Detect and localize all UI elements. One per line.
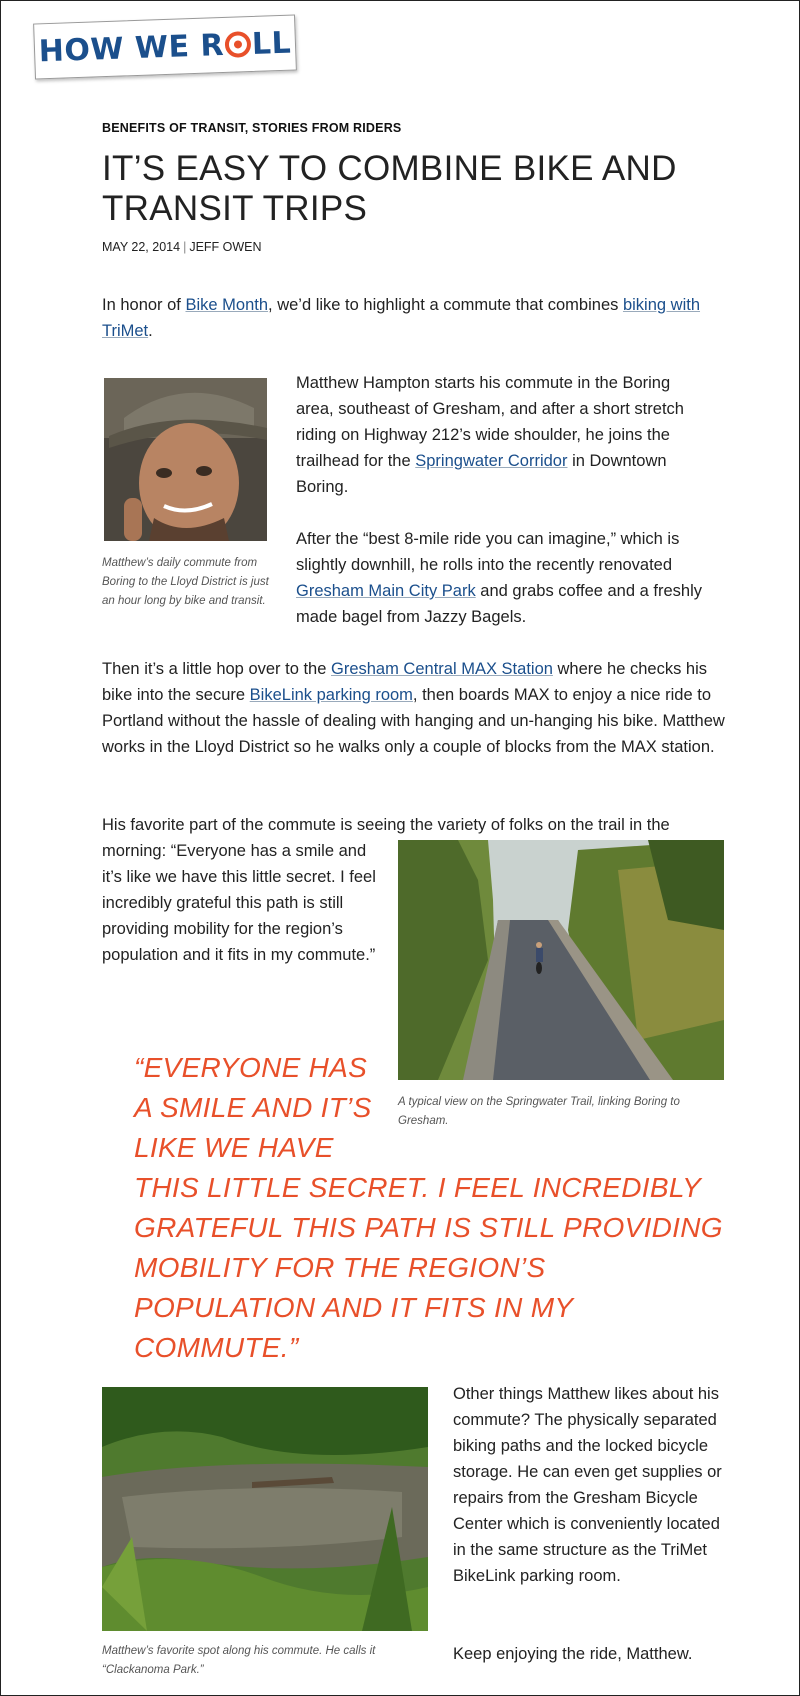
post-date: MAY 22, 2014 bbox=[102, 240, 181, 254]
pullquote-part2: THIS LITTLE SECRET. I FEEL INCREDIBLY GRATEFUL THIS PATH IS STILL PROVIDING MOBILITY FOR THE REGION’S POPULATION AND IT FITS IN MY COMMUTE.” bbox=[134, 1172, 723, 1363]
intro-text: . bbox=[148, 322, 153, 340]
creek-photo bbox=[102, 1387, 428, 1631]
trail-photo bbox=[398, 840, 724, 1080]
pullquote-part1: “EVERYONE HAS A SMILE AND IT’S LIKE WE HAVE bbox=[134, 1052, 372, 1163]
intro-text: In honor of bbox=[102, 296, 186, 314]
post-categories[interactable]: BENEFITS OF TRANSIT, STORIES FROM RIDERS bbox=[102, 121, 402, 135]
site-logo[interactable] bbox=[33, 14, 297, 79]
paragraph-text: Matthew Hampton starts his commute in the Boring area, southeast of Gresham, and after a short stretch riding on Highway 212’s wide shoulder, he joins the trailhead for the bbox=[296, 374, 684, 470]
logo-text-end: LL bbox=[251, 25, 292, 62]
paragraph-ride bbox=[296, 526, 716, 630]
paragraph-commute-start bbox=[296, 370, 706, 500]
biking-with-trimet-link[interactable]: biking with TriMet bbox=[102, 296, 701, 340]
portrait-photo bbox=[104, 378, 267, 541]
logo-text-start: HOW WE R bbox=[38, 27, 225, 69]
paragraph-text: After the “best 8-mile ride you can imagine,” which is slightly downhill, he rolls into the recently renovated bbox=[296, 530, 680, 574]
paragraph-text: where he checks his bike into the secure bbox=[102, 660, 707, 704]
post-title: IT’S EASY TO COMBINE BIKE AND TRANSIT TRIPS bbox=[102, 149, 677, 228]
creek-caption: Matthew’s favorite spot along his commute. He calls it “Clackanoma Park.” bbox=[102, 1645, 376, 1676]
springwater-corridor-link[interactable]: Springwater Corridor bbox=[415, 452, 568, 470]
intro-paragraph bbox=[102, 292, 727, 344]
paragraph-text: , then boards MAX to enjoy a nice ride to Portland without the hassle of dealing with hanging and un-hanging his bike. Matthew works in the Lloyd District so he walks only a couple of blocks from the MAX station. bbox=[102, 686, 725, 756]
portrait-caption: Matthew’s daily commute from Boring to the Lloyd District is just an hour long by bike and transit. bbox=[102, 557, 269, 607]
bikelink-parking-room-link[interactable]: BikeLink parking room bbox=[249, 686, 413, 704]
trail-caption: A typical view on the Springwater Trail, linking Boring to Gresham. bbox=[398, 1096, 680, 1127]
paragraph-other-things: Other things Matthew likes about his commute? The physically separated biking paths and the locked bicycle storage. He can even get supplies or repairs from the Gresham Bicycle Center which is conveniently located in the same structure as the TriMet BikeLink parking room. bbox=[453, 1385, 722, 1585]
post-author[interactable]: JEFF OWEN bbox=[189, 240, 262, 254]
intro-text: , we’d like to highlight a commute that combines bbox=[268, 296, 623, 314]
paragraph-closing: Keep enjoying the ride, Matthew. bbox=[453, 1645, 693, 1663]
paragraph-text: and grabs coffee and a freshly made bagel from Jazzy Bagels. bbox=[296, 582, 702, 626]
paragraph-favorite-rest: morning: “Everyone has a smile and it’s like we have this little secret. I feel incredibly grateful this path is still providing mobility for the region’s population and it fits in my commute.” bbox=[102, 842, 376, 964]
paragraph-text: Then it’s a little hop over to the bbox=[102, 660, 331, 678]
gresham-central-max-station-link[interactable]: Gresham Central MAX Station bbox=[331, 660, 553, 678]
paragraph-favorite-first-line: His favorite part of the commute is seeing the variety of folks on the trail in the bbox=[102, 816, 670, 834]
bike-wheel-logo-icon bbox=[225, 31, 252, 58]
post-byline bbox=[102, 240, 262, 254]
bike-month-link[interactable]: Bike Month bbox=[185, 296, 269, 314]
paragraph-max-station bbox=[102, 656, 730, 760]
paragraph-text: in Downtown Boring. bbox=[296, 452, 667, 496]
gresham-main-city-park-link[interactable]: Gresham Main City Park bbox=[296, 582, 476, 600]
byline-separator: | bbox=[183, 240, 187, 254]
